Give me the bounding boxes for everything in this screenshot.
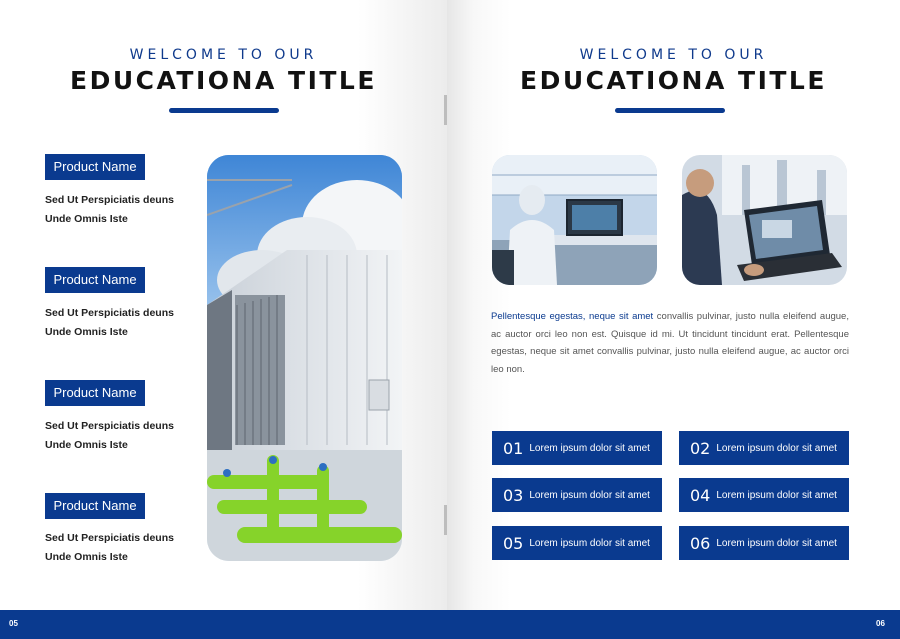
box-number: 02 <box>690 438 711 458</box>
numbered-box-3 <box>492 478 662 512</box>
box-label: Lorem ipsum dolor sit amet <box>529 442 650 454</box>
product-description-line: Sed Ut Perspiciatis deuns <box>45 420 174 432</box>
numbered-box-6 <box>679 526 849 560</box>
product-description-3 <box>45 417 205 455</box>
box-number: 03 <box>503 485 524 505</box>
product-description-line: Unde Omnis Iste <box>45 326 128 338</box>
box-label: Lorem ipsum dolor sit amet <box>716 442 837 454</box>
box-label: Lorem ipsum dolor sit amet <box>716 489 837 501</box>
body-lead-text: Pellentesque egestas, neque sit amet <box>491 311 654 322</box>
box-number: 01 <box>503 438 524 458</box>
lab-technician-photo <box>492 155 657 285</box>
product-name-label-1: Product Name <box>45 154 145 180</box>
laptop-engineer-photo <box>682 155 847 285</box>
cooling-tower-illustration <box>207 155 402 561</box>
product-description-line: Unde Omnis Iste <box>45 213 128 225</box>
page-number-left: 05 <box>9 619 18 628</box>
product-description-1 <box>45 191 205 229</box>
box-label: Lorem ipsum dolor sit amet <box>529 537 650 549</box>
box-number: 05 <box>503 533 524 553</box>
product-description-line: Unde Omnis Iste <box>45 551 128 563</box>
box-number: 06 <box>690 533 711 553</box>
left-eyebrow: WELCOME TO OUR <box>129 47 318 63</box>
product-description-line: Sed Ut Perspiciatis deuns <box>45 307 174 319</box>
product-description-2 <box>45 304 205 342</box>
product-description-4 <box>45 529 205 567</box>
product-name-label-3: Product Name <box>45 380 145 406</box>
box-number: 04 <box>690 485 711 505</box>
left-page <box>0 0 447 610</box>
product-description-line: Sed Ut Perspiciatis deuns <box>45 194 174 206</box>
numbered-box-5 <box>492 526 662 560</box>
left-title: EDUCATIONA TITLE <box>70 66 377 95</box>
footer-bar <box>0 610 900 639</box>
right-title: EDUCATIONA TITLE <box>520 66 827 95</box>
product-description-line: Unde Omnis Iste <box>45 439 128 451</box>
box-label: Lorem ipsum dolor sit amet <box>716 537 837 549</box>
numbered-box-2 <box>679 431 849 465</box>
body-rest-text: convallis pulvinar, justo nulla eleifend augue, ac auctor orci leo non est. Quisque id mi. Ut tincidunt tincidunt erat. Pellentesque egestas, neque sit amet convallis pulvinar, justo nulla eleifend augue, ac auctor orci leo non. <box>491 311 849 375</box>
body-paragraph <box>491 308 849 378</box>
product-name-label-4: Product Name <box>45 493 145 519</box>
numbered-box-4 <box>679 478 849 512</box>
box-label: Lorem ipsum dolor sit amet <box>529 489 650 501</box>
right-eyebrow: WELCOME TO OUR <box>579 47 768 63</box>
right-page <box>447 0 900 610</box>
lab-technician-illustration <box>492 155 657 285</box>
laptop-engineer-illustration <box>682 155 847 285</box>
product-name-label-2: Product Name <box>45 267 145 293</box>
right-title-underline <box>615 108 725 113</box>
numbered-box-1 <box>492 431 662 465</box>
left-title-underline <box>169 108 279 113</box>
page-number-right: 06 <box>876 619 885 628</box>
cooling-tower-photo <box>207 155 402 561</box>
product-description-line: Sed Ut Perspiciatis deuns <box>45 532 174 544</box>
